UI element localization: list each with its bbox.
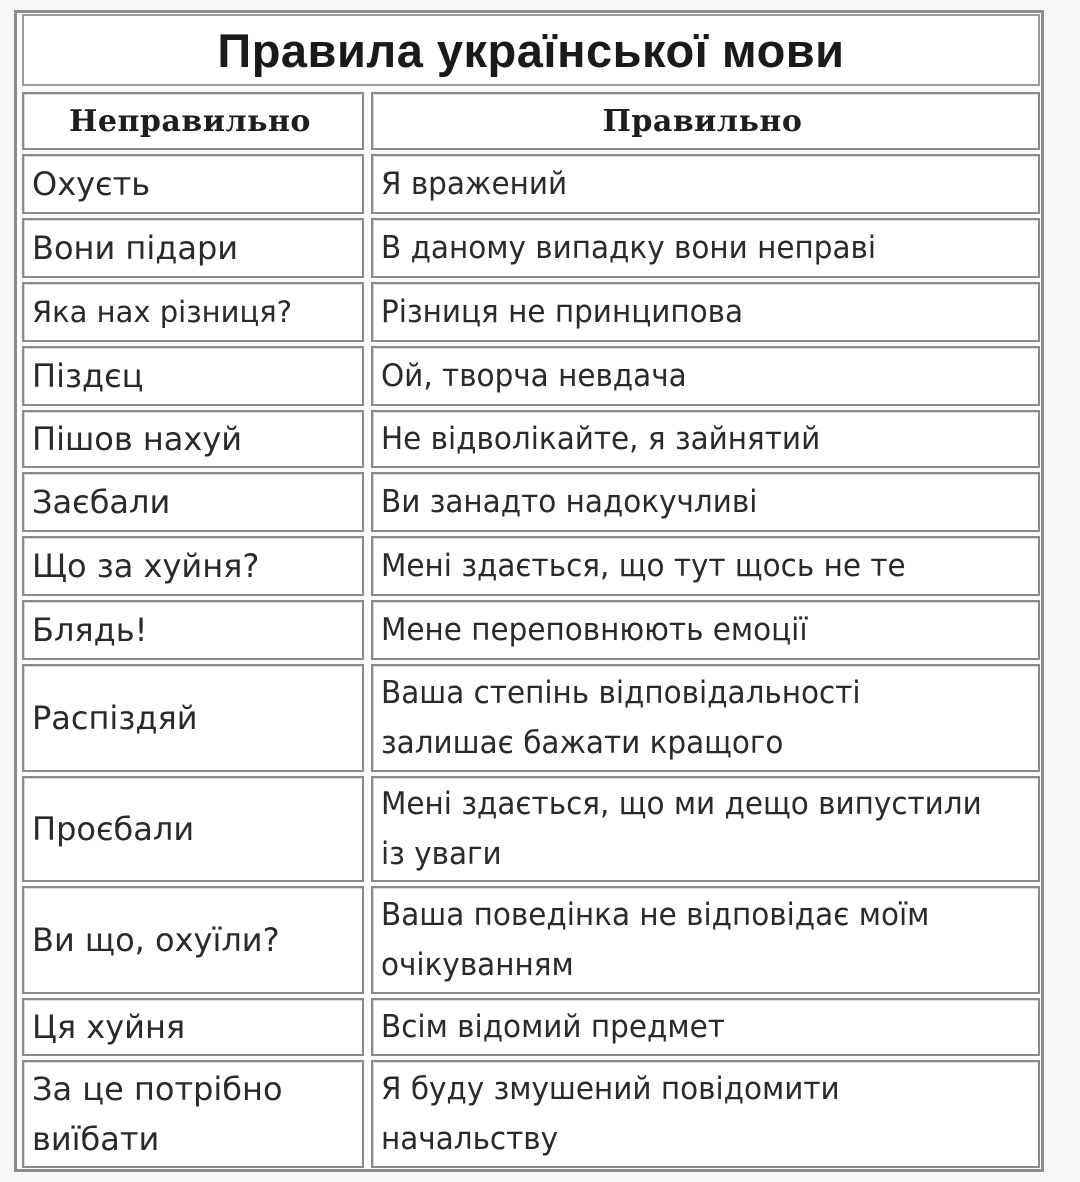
wrong-phrase: Ця хуйня: [32, 1008, 186, 1046]
table-row-wrong: [22, 600, 364, 660]
header-right-label: Правильно: [602, 103, 803, 139]
table-row-wrong: [22, 218, 364, 278]
table-row-wrong: [22, 664, 364, 772]
wrong-phrase: Яка нах різниця?: [32, 295, 293, 329]
right-phrase: Я вражений: [381, 166, 568, 202]
right-phrase: Не відволікайте, я зайнятий: [381, 421, 821, 457]
table-row-wrong: [22, 410, 364, 468]
table-row-wrong: [22, 776, 364, 882]
wrong-phrase: Ви що, охуїли?: [32, 921, 280, 959]
table-row-right: [371, 154, 1040, 214]
wrong-phrase: Піздєц: [32, 357, 144, 395]
table-row-right: [371, 886, 1040, 994]
table-row-wrong: [22, 282, 364, 342]
table-row-right: [371, 998, 1040, 1056]
wrong-phrase: Пішов нахуй: [32, 420, 243, 458]
wrong-phrase: Охуєть: [32, 165, 151, 203]
table-row-wrong: [22, 998, 364, 1056]
right-phrase: Я буду змушений повідомити начальству: [381, 1071, 840, 1157]
table-row-right: [371, 346, 1040, 406]
table-row-right: [371, 664, 1040, 772]
table-row-wrong: [22, 346, 364, 406]
table-row-right: [371, 218, 1040, 278]
wrong-phrase: Заєбали: [32, 483, 171, 521]
right-phrase: Всім відомий предмет: [381, 1009, 725, 1045]
right-phrase: Мене переповнюють емоції: [381, 612, 808, 648]
wrong-phrase: Що за хуйня?: [32, 547, 260, 585]
right-phrase: Ви занадто надокучливі: [381, 484, 758, 520]
table-row-wrong: [22, 1060, 364, 1168]
right-phrase: Мені здається, що ми дещо випустили із уваги: [381, 786, 982, 872]
wrong-phrase: За це потрібно виїбати: [32, 1070, 283, 1158]
header-wrong: [22, 92, 364, 150]
header-right: [371, 92, 1040, 150]
right-phrase: Ваша поведінка не відповідає моїм очікуванням: [381, 897, 930, 983]
page-title: Правила української мови: [217, 23, 845, 77]
table-row-wrong: [22, 472, 364, 532]
right-phrase: Ваша степінь відповідальності залишає бажати кращого: [381, 675, 861, 761]
table-title-cell: [22, 14, 1040, 86]
table-row-right: [371, 282, 1040, 342]
table-row-right: [371, 776, 1040, 882]
right-phrase: Мені здається, що тут щось не те: [381, 548, 906, 584]
table-row-wrong: [22, 886, 364, 994]
header-wrong-label: Неправильно: [69, 103, 311, 139]
table-row-right: [371, 1060, 1040, 1168]
table-row-wrong: [22, 154, 364, 214]
right-phrase: Ой, творча невдача: [381, 358, 687, 394]
table-row-right: [371, 536, 1040, 596]
wrong-phrase: Вони підари: [32, 229, 239, 267]
wrong-phrase: Проєбали: [32, 810, 195, 848]
table-row-right: [371, 600, 1040, 660]
table-row-right: [371, 410, 1040, 468]
table-row-wrong: [22, 536, 364, 596]
wrong-phrase: Распіздяй: [32, 699, 198, 737]
right-phrase: В даному випадку вони неправі: [381, 230, 877, 266]
table-row-right: [371, 472, 1040, 532]
wrong-phrase: Блядь!: [32, 611, 148, 649]
right-phrase: Різниця не принципова: [381, 294, 744, 330]
